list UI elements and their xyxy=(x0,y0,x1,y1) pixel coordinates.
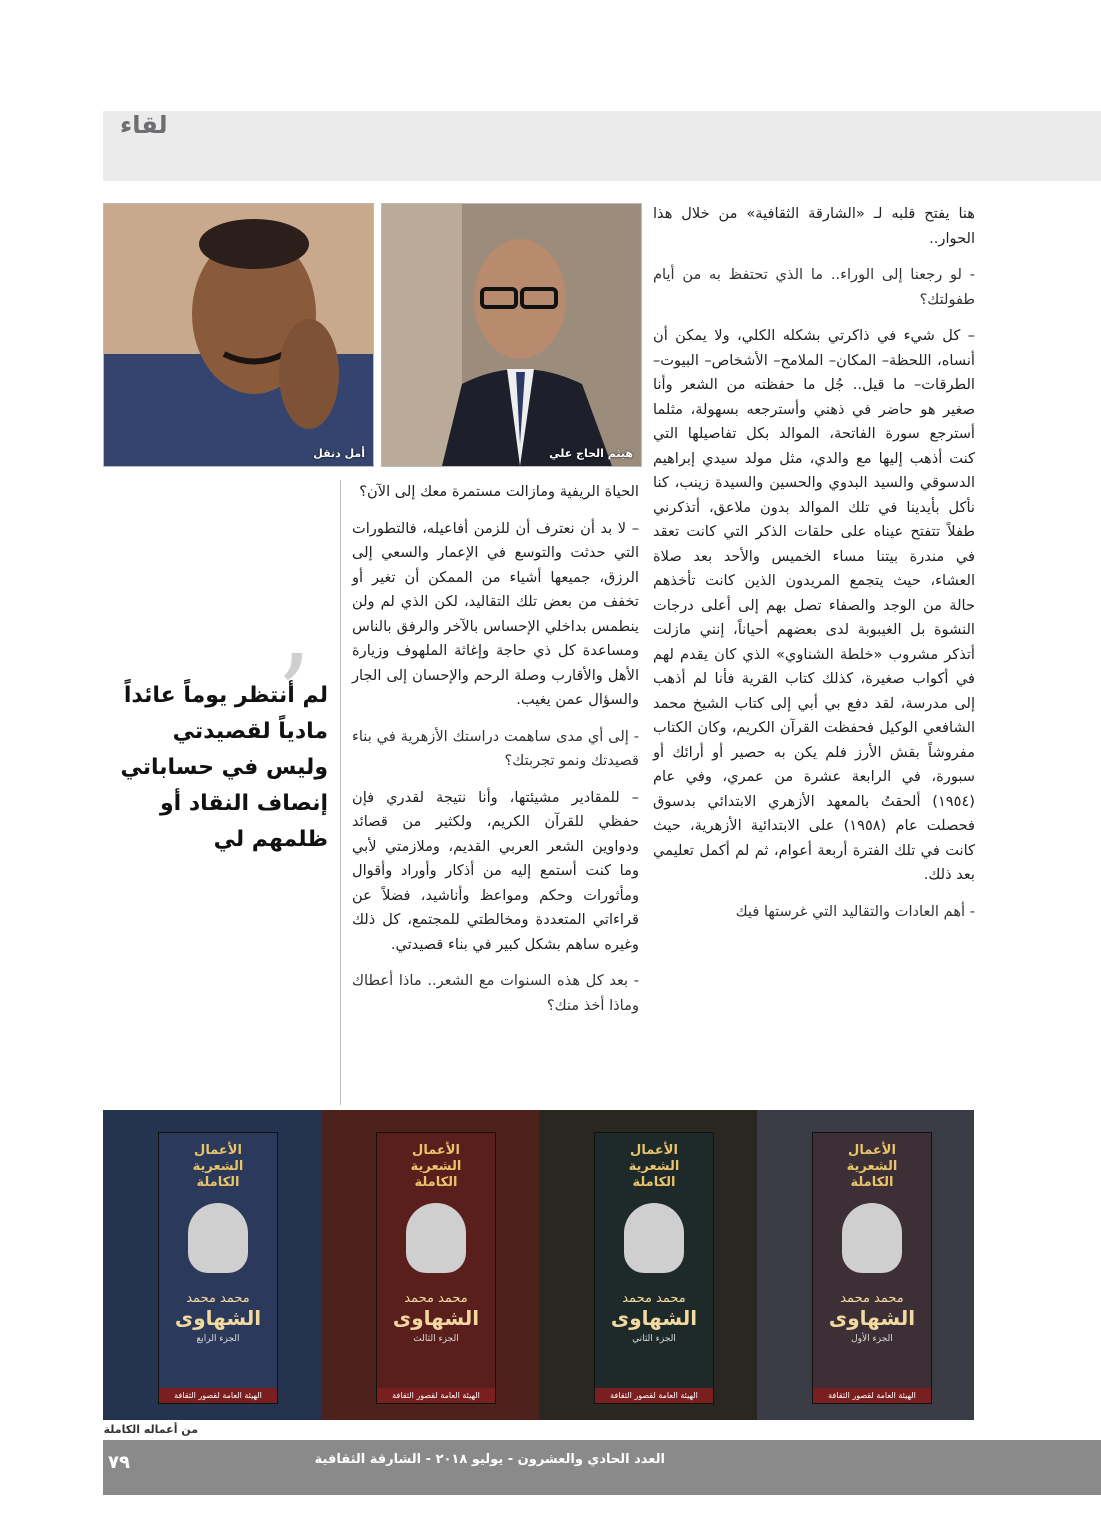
photo-caption-left: أمل دنقل xyxy=(313,447,365,460)
book-part: الجزء الثاني xyxy=(632,1334,676,1344)
book-publisher: الهيئة العامة لقصور الثقافة xyxy=(813,1388,931,1403)
section-tag: لقاء xyxy=(120,111,168,139)
intro-paragraph: هنا يفتح قلبه لـ «الشارقة الثقافية» من خلال هذا الحوار.. xyxy=(653,205,975,247)
book-part: الجزء الثالث xyxy=(413,1334,459,1344)
magazine-name: الشارقة الثقافية xyxy=(314,1452,422,1467)
question-continuation: الحياة الريفية ومازالت مستمرة معك إلى الآن؟ xyxy=(359,483,639,500)
book-publisher: الهيئة العامة لقصور الثقافة xyxy=(377,1388,495,1403)
book-part: الجزء الرابع xyxy=(196,1334,240,1344)
answer-paragraph: – كل شيء في ذاكرتي بشكله الكلي، ولا يمكن أن أنساه، اللحظة– المكان– الملامح– الأشخاص– البيوت– الطرقات– ما قيل.. جُل ما حفظته من الشعر وأنا صغير هو حاضر في ذهني وأسترجعه بسهولة، مثلما أسترجع سورة الفاتحة، الموالد بكل تفاصيلها التي كنت أذهب إليها مع والدي، مثل مولد سيدي إبراهيم الدسوقي والسيد البدوي والحسين والسيدة زينب، كنا نأكل بأيدينا في تلك الموالد بدون ملاعق، أتذكرني طفلاً تتفتح عيناه على حلقات الذكر التي كانت تعقد في مندرة بيتنا مساء الخميس والأحد بعد صلاة العشاء، حيث يتجمع المريدون الذين كانت تأخذهم حالة من الوجد والصفاء تصل بهم إلى أعلى درجات النشوة بل الغيبوبة لدى بعضهم أحياناً، إنني مازلت أتذكر مشروب «خلطة الشناوي» الذي كان يقدم لهم في أكواب صغيرة، كذلك كتاب القرية فأنا لم أذهب إلى مدرسة، لقد دفع بي أبي إلى كتاب الشيخ محمد الشافعي الوكيل فحفظت القرآن الكريم، وكان الكتاب مفروشاً بقش الأرز فلم يكن به حصير أو أرائك أو سبورة، في الرابعة عشرة من عمري، وفي عام (١٩٥٤) ألحقتُ بالمعهد الأزهري الابتدائي بدسوق فحصلت عام (١٩٥٨) على الابتدائية الأزهرية، حيث كانت في تلك الفترة أربعة أعوام، ثم لم أكمل تعليمي بعد ذلك. xyxy=(653,327,976,883)
pull-quote: لم أنتظر يوماً عائداً مادياً لقصيدتي وليس في حساباتي إنصاف النقاد أو ظلمهم لي xyxy=(120,683,328,852)
portrait-photo-amal xyxy=(103,203,374,467)
footer-issue-text xyxy=(145,1452,665,1467)
question-paragraph: - بعد كل هذه السنوات مع الشعر.. ماذا أعطاك وماذا أخذ منك؟ xyxy=(352,972,639,1014)
book-author-last: الشهاوى xyxy=(392,1306,480,1330)
article-column-right xyxy=(653,202,975,1122)
header-band xyxy=(103,111,1101,181)
book-author-last: الشهاوى xyxy=(828,1306,916,1330)
book-cover xyxy=(376,1132,496,1404)
book-author-last: الشهاوى xyxy=(610,1306,698,1330)
portrait-illustration xyxy=(382,204,641,466)
author-portrait xyxy=(624,1203,684,1273)
photo-caption-right: هيثم الحاج علي xyxy=(549,447,633,460)
book-publisher: الهيئة العامة لقصور الثقافة xyxy=(159,1388,277,1403)
author-portrait xyxy=(842,1203,902,1273)
answer-paragraph: – لا بد أن نعترف أن للزمن أفاعيله، فالتطورات التي حدثت والتوسع في الإعمار والسعي إلى الرزق، جميعها أشياء من الممكن أن تغير أو تخفف من بعض تلك التقاليد، لكن الذي لم ولن ينطمس بداخلي الإحساس بالآخر والرفق بالناس ومساعدة كل ذي حاجة وإغاثة الملهوف وزيارة الأهل والأقارب وصلة الرحم والإحسان إلى الجار والسؤال عمن يغيب. xyxy=(352,519,639,708)
book-author-first: محمد محمد xyxy=(840,1291,904,1306)
footer-band xyxy=(103,1440,1101,1495)
book-cover xyxy=(812,1132,932,1404)
question-paragraph: - لو رجعنا إلى الوراء.. ما الذي تحتفظ به من أيام طفولتك؟ xyxy=(653,266,975,308)
quote-mark-icon: ’ xyxy=(276,631,311,759)
column-divider xyxy=(340,480,341,1105)
book-author-first: محمد محمد xyxy=(622,1291,686,1306)
book-covers-photo xyxy=(103,1110,974,1420)
question-paragraph: - إلى أي مدى ساهمت دراستك الأزهرية في بناء قصيدتك ونمو تجربتك؟ xyxy=(352,727,639,769)
book-series-title: الأعمال الشعرية الكاملة xyxy=(410,1143,462,1190)
book-series-title: الأعمال الشعرية الكاملة xyxy=(846,1143,898,1190)
book-part: الجزء الأول xyxy=(851,1334,893,1344)
book-photo-caption: من أعماله الكاملة xyxy=(103,1423,198,1436)
issue-info: العدد الحادي والعشرون - يوليو ٢٠١٨ - xyxy=(425,1452,665,1467)
book-author-first: محمد محمد xyxy=(404,1291,468,1306)
answer-paragraph: – للمقادير مشيئتها، وأنا نتيجة لقدري فإن حفظي للقرآن الكريم، ولكثير من قصائد ودواوين الشعر العربي القديم، وملازمتي لأبي وما كنت أستمع إليه من أذكار وأوراد وأقوال ومأثورات وحكم ومواعظ وأناشيد، فضلاً عن قراءاتي المتعددة ومخالطتي للمجتمع، كل ذلك وغيره ساهم بشكل كبير في بناء قصيدتي. xyxy=(352,788,639,953)
portrait-illustration xyxy=(104,204,373,466)
book-series-title: الأعمال الشعرية الكاملة xyxy=(628,1143,680,1190)
portrait-photo-haitham xyxy=(381,203,642,467)
author-portrait xyxy=(406,1203,466,1273)
page-number: ٧٩ xyxy=(108,1452,130,1473)
book-author-last: الشهاوى xyxy=(174,1306,262,1330)
article-column-middle xyxy=(352,480,639,1100)
author-portrait xyxy=(188,1203,248,1273)
book-publisher: الهيئة العامة لقصور الثقافة xyxy=(595,1388,713,1403)
book-series-title: الأعمال الشعرية الكاملة xyxy=(192,1143,244,1190)
book-author-first: محمد محمد xyxy=(186,1291,250,1306)
book-cover xyxy=(594,1132,714,1404)
book-cover xyxy=(158,1132,278,1404)
question-paragraph: - أهم العادات والتقاليد التي غرستها فيك xyxy=(735,902,975,920)
